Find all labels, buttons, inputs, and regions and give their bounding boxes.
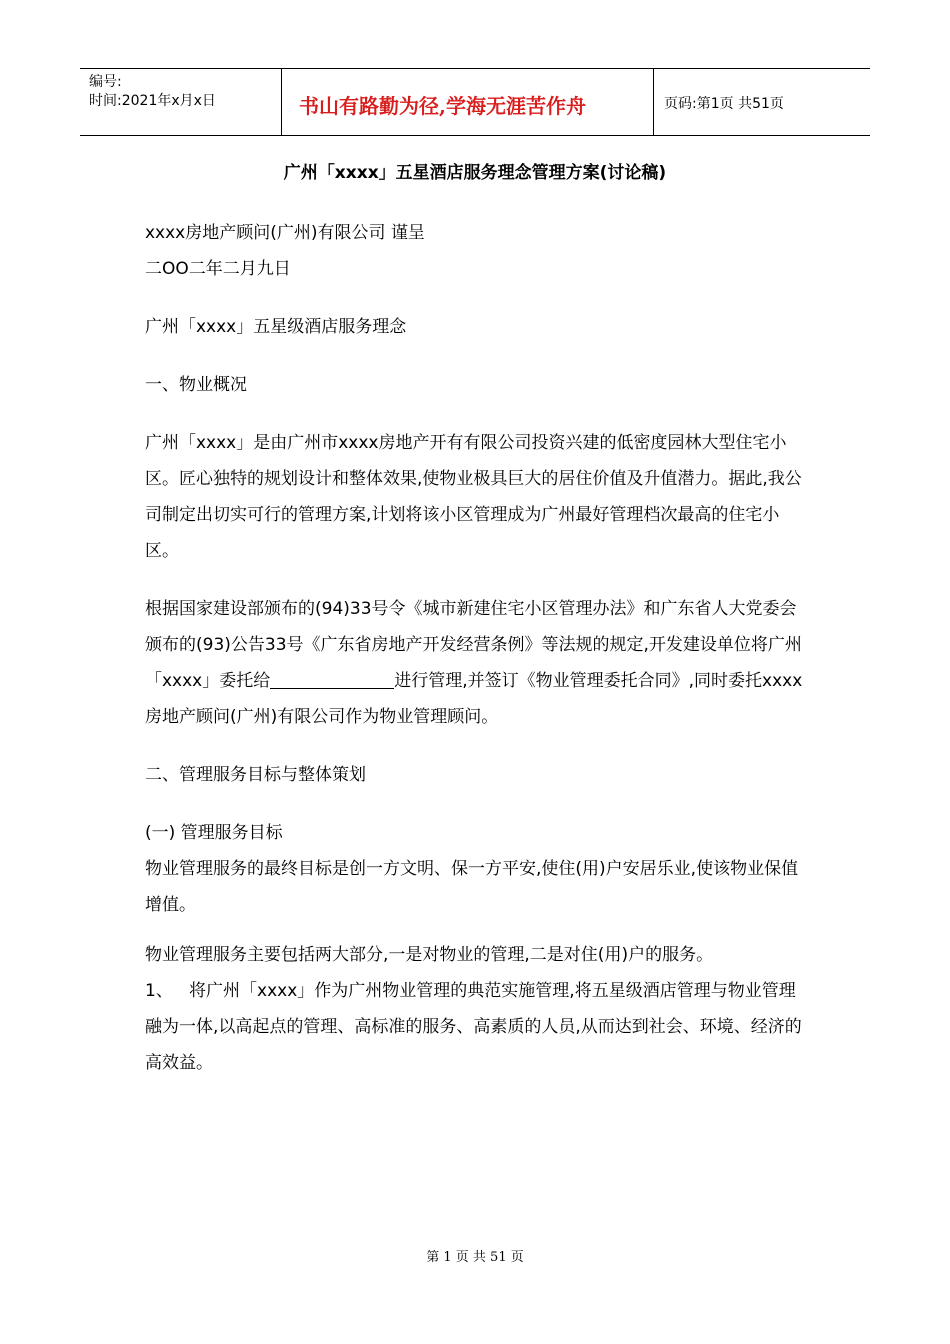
header-motto: 书山有路勤为径,学海无涯苦作舟 [282,69,654,135]
section1-paragraph2 [145,591,810,735]
section2-heading: 二、管理服务目标与整体策划 [145,765,366,785]
section1-paragraph2-part2: 进行管理,并签订《物业管理委托合同》,同时委托xxxx房地产顾问(广州)有限公司作为物业管理顾问。 [145,671,803,727]
list-item-1 [145,973,810,1081]
date-line: 二OO二年二月九日 [145,259,291,279]
section1-paragraph2-part1: 根据国家建设部颁布的(94)33号令《城市新建住宅小区管理办法》和广东省人大党委会颁布的(93)公告33号《广东省房地产开发经营条例》等法规的规定,开发建设单位将广州「xxxx」委托给 [145,599,802,691]
document-title: 广州「xxxx」五星酒店服务理念管理方案(讨论稿) [283,163,667,183]
sub1-paragraph1: 物业管理服务的最终目标是创一方文明、保一方平安,使住(用)户安居乐业,使该物业保值增值。 [145,859,799,915]
sub1-heading: (一) 管理服务目标 [145,823,283,843]
list-item-text: 将广州「xxxx」作为广州物业管理的典范实施管理,将五星级酒店管理与物业管理融为一体,以高起点的管理、高标准的服务、高素质的人员,从而达到社会、环境、经济的高效益。 [145,981,802,1073]
header-meta [80,69,282,135]
list-item-number: 1、 [145,981,173,1001]
section1-heading: 一、物业概况 [145,375,247,395]
sub1-paragraph2: 物业管理服务主要包括两大部分,一是对物业的管理,二是对住(用)户的服务。 [145,945,714,965]
company-line: xxxx房地产顾问(广州)有限公司 谨呈 [145,223,425,243]
section1-paragraph1: 广州「xxxx」是由广州市xxxx房地产开有有限公司投资兴建的低密度园林大型住宅小区。匠心独特的规划设计和整体效果,使物业极具巨大的居住价值及升值潜力。据此,我公司制定出切实可行的管理方案,计划将该小区管理成为广州最好管理档次最高的住宅小区。 [145,433,802,561]
document-body [145,215,810,1081]
code-label: 编号: [89,74,122,90]
header-page-info: 页码:第1页 共51页 [664,96,784,112]
page-header [80,68,870,136]
page-footer: 第 1 页 共 51 页 [426,1250,524,1265]
subtitle: 广州「xxxx」五星级酒店服务理念 [145,317,407,337]
blank-underline [270,666,394,689]
date-line: 时间:2021年x月x日 [89,93,216,109]
